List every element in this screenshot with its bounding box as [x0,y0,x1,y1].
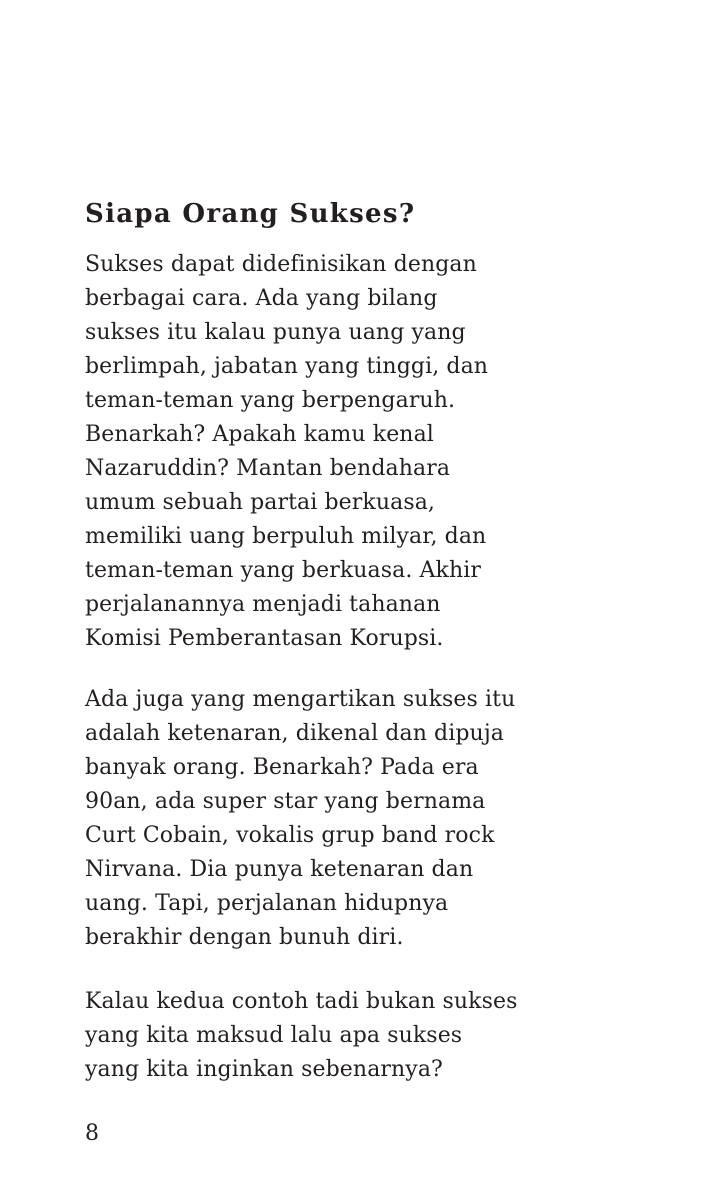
paragraph-line: umum sebuah partai berkuasa, [85,490,436,515]
paragraph-line: perjalanannya menjadi tahanan [85,592,441,617]
paragraph-line: memiliki uang berpuluh milyar, dan [85,524,487,549]
paragraph-line: Nazaruddin? Mantan bendahara [85,456,451,481]
paragraph-line: teman-teman yang berpengaruh. [85,388,456,413]
paragraph-line: Sukses dapat didefinisikan dengan [85,252,477,277]
paragraph-line: berbagai cara. Ada yang bilang [85,286,438,311]
paragraph-line: Curt Cobain, vokalis grup band rock [85,823,495,848]
paragraph-line: banyak orang. Benarkah? Pada era [85,755,479,780]
page-number: 8 [85,1121,99,1146]
paragraph-line: berlimpah, jabatan yang tinggi, dan [85,354,489,379]
paragraph-line: Komisi Pemberantasan Korupsi. [85,626,444,651]
paragraph-line: yang kita inginkan sebenarnya? [85,1057,443,1082]
paragraph-line: teman-teman yang berkuasa. Akhir [85,558,481,583]
paragraph-line: Nirvana. Dia punya ketenaran dan [85,857,474,882]
paragraph-line: Kalau kedua contoh tadi bukan sukses [85,989,518,1014]
section-heading: Siapa Orang Sukses? [85,199,416,229]
paragraph-1 [85,248,488,656]
paragraph-line: berakhir dengan bunuh diri. [85,925,404,950]
paragraph-line: uang. Tapi, perjalanan hidupnya [85,891,449,916]
paragraph-line: Ada juga yang mengartikan sukses itu [85,687,516,712]
paragraph-line: 90an, ada super star yang bernama [85,789,486,814]
paragraph-3 [85,985,517,1087]
paragraph-2 [85,683,515,955]
paragraph-line: yang kita maksud lalu apa sukses [85,1023,463,1048]
paragraph-line: sukses itu kalau punya uang yang [85,320,466,345]
paragraph-line: Benarkah? Apakah kamu kenal [85,422,434,447]
paragraph-line: adalah ketenaran, dikenal dan dipuja [85,721,504,746]
